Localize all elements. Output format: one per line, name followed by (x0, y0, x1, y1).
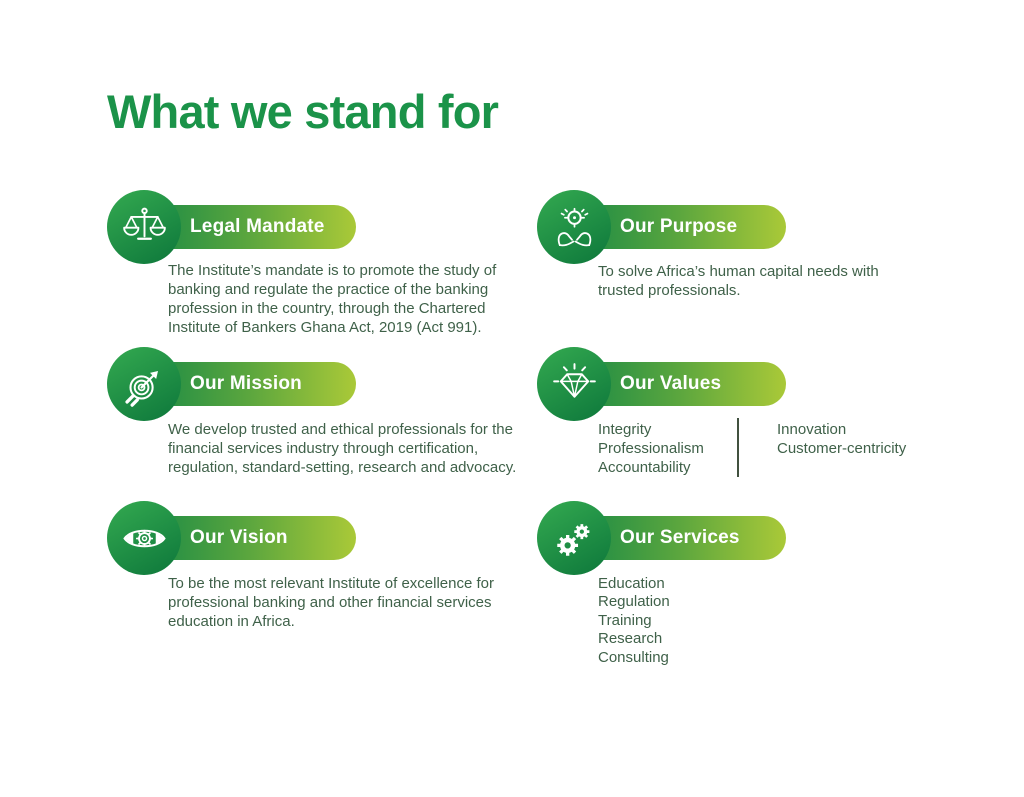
service-item: Education (598, 575, 665, 592)
our-purpose-body: To solve Africa’s human capital needs with trusted professionals. (598, 263, 879, 299)
services-list (598, 575, 670, 667)
service-item: Regulation (598, 593, 670, 611)
gears-icon (551, 515, 598, 562)
our-values-badge (537, 347, 611, 421)
scales-of-justice-icon (121, 204, 168, 251)
our-vision-label: Our Vision (190, 527, 288, 548)
diamond-icon (551, 361, 598, 408)
hands-holding-target-icon (551, 204, 598, 251)
our-services-label: Our Services (620, 527, 740, 548)
values-column-left (598, 421, 737, 477)
target-with-arrow-icon (121, 361, 168, 408)
value-item: Accountability (598, 458, 691, 476)
our-mission-body: We develop trusted and ethical professionals for the financial services industry through certification, regulation, standard-setting, research and advocacy. (168, 421, 517, 476)
value-item: Professionalism (598, 439, 704, 457)
value-item: Customer-centricity (777, 439, 907, 457)
service-item: Consulting (598, 648, 669, 666)
service-item: Training (598, 611, 652, 629)
legal-mandate-label: Legal Mandate (190, 216, 325, 237)
our-vision-body: To be the most relevant Institute of excellence for professional banking and other financial services education in Africa. (168, 575, 495, 630)
our-mission-label: Our Mission (190, 373, 302, 394)
our-values-label: Our Values (620, 373, 722, 394)
our-mission-badge (107, 347, 181, 421)
page-title: What we stand for (107, 85, 499, 138)
our-purpose-label: Our Purpose (620, 216, 738, 237)
values-column-right (777, 421, 906, 459)
our-vision-badge (107, 501, 181, 575)
values-divider (737, 418, 739, 477)
legal-mandate-body: The Institute’s mandate is to promote the study of banking and regulate the practice of the banking profession in the country, through the Chartered Institute of Bankers Ghana Act, 2019 (Act 991). (168, 262, 497, 336)
our-purpose-badge (537, 190, 611, 264)
eye-with-gear-icon (121, 515, 168, 562)
legal-mandate-badge (107, 190, 181, 264)
values-columns (598, 421, 906, 477)
our-services-badge (537, 501, 611, 575)
value-item: Innovation (777, 421, 847, 438)
section-our-vision (107, 501, 527, 701)
value-item: Integrity (598, 421, 652, 438)
service-item: Research (598, 630, 663, 648)
section-our-services (537, 501, 957, 701)
